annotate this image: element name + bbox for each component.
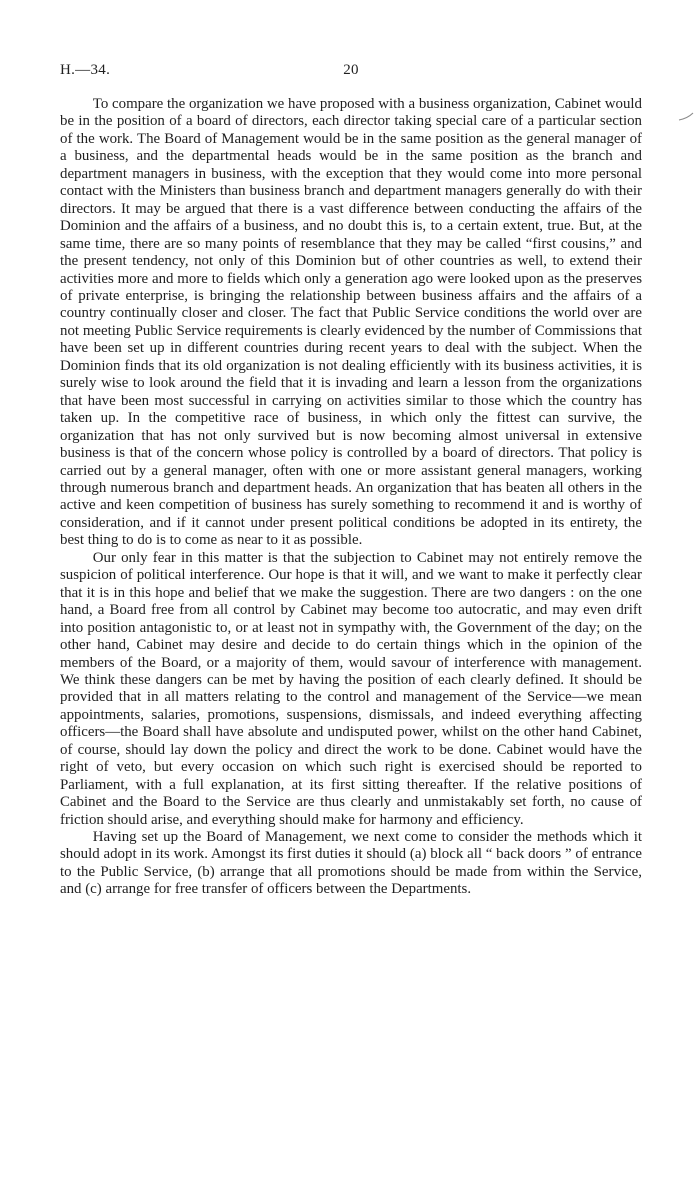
page-number: 20 — [343, 62, 359, 78]
margin-pencil-mark-icon — [678, 112, 694, 122]
document-reference: H.—34. — [60, 62, 111, 78]
document-body — [60, 96, 642, 899]
paragraph-business-comparison: To compare the organization we have proposed with a business organization, Cabinet would be in the position of a board of directors, each director taking special care of a particular section of the work. The Board of Management would be in the same position as the general manager of a business, and the departmental heads would be in the same position as the branch and department managers in business, with the exception that they would come into more personal contact with the Ministers than business branch and department managers generally do with their directors. It may be argued that there is a vast difference between conducting the affairs of the Dominion and the affairs of a business, and no doubt this is, to a certain extent, true. But, at the same time, there are so many points of resemblance that they may be called “first cousins,” and the present tendency, not only of this Dominion but of other countries as well, to extend their activities more and more to fields which only a generation ago were looked upon as the preserves of private enterprise, is bringing the relationship between business affairs and the affairs of a country continually closer and closer. The fact that Public Service conditions the world over are not meeting Public Service requirements is clearly evidenced by the number of Commissions that have been set up in different countries during recent years to deal with the subject. When the Dominion finds that its old organization is not dealing efficiently with its business activities, it is surely wise to look around the field that it is invading and learn a lesson from the organizations that have been most successful in carrying on activities similar to those which the country has taken up. In the competitive race of business, in which only the fittest can survive, the organization that has not only survived but is now becoming almost universal in extensive business is that of the concern whose policy is controlled by a board of directors. That policy is carried out by a general manager, often with one or more assistant general managers, working through numerous branch and department heads. An organization that has beaten all others in the active and keen competition of business has surely something to recommend it and is worthy of consideration, and if it cannot under present political conditions be adopted in its entirety, the best thing to do is to come as near to it as possible. — [60, 96, 642, 549]
page-header — [60, 62, 642, 86]
paragraph-political-interference: Our only fear in this matter is that the subjection to Cabinet may not entirely remove the suspicion of political interference. Our hope is that it will, and we want to make it perfectly clear that it is in this hope and belief that we make the suggestion. There are two dangers : on the one hand, a Board free from all control by Cabinet may become too autocratic, and may even drift into position antagonistic to, or at least not in sympathy with, the Government of the day; on the other hand, Cabinet may desire and decide to do certain things which in the opinion of the members of the Board, or a majority of them, would savour of interference with management. We think these dangers can be met by having the position of each clearly defined. It should be provided that in all matters relating to the control and management of the Service—we mean appointments, salaries, promotions, suspensions, dismissals, and indeed everything affecting officers—the Board shall have absolute and undisputed power, whilst on the other hand Cabinet, of course, should lay down the policy and direct the work to be done. Cabinet would have the right of veto, but every occasion on which such right is exercised should be reported to Parliament, with a full explanation, at its first sitting thereafter. If the relative positions of Cabinet and the Board to the Service are thus clearly and unmistakably set forth, no cause of friction should arise, and everything should make for harmony and efficiency. — [60, 549, 642, 828]
document-page — [60, 62, 642, 899]
paragraph-board-methods: Having set up the Board of Management, we next come to consider the methods which it should adopt in its work. Amongst its first duties it should (a) block all “ back doors ” of entrance to the Public Service, (b) arrange that all promotions should be made from within the Service, and (c) arrange for free transfer of officers between the Departments. — [60, 829, 642, 898]
